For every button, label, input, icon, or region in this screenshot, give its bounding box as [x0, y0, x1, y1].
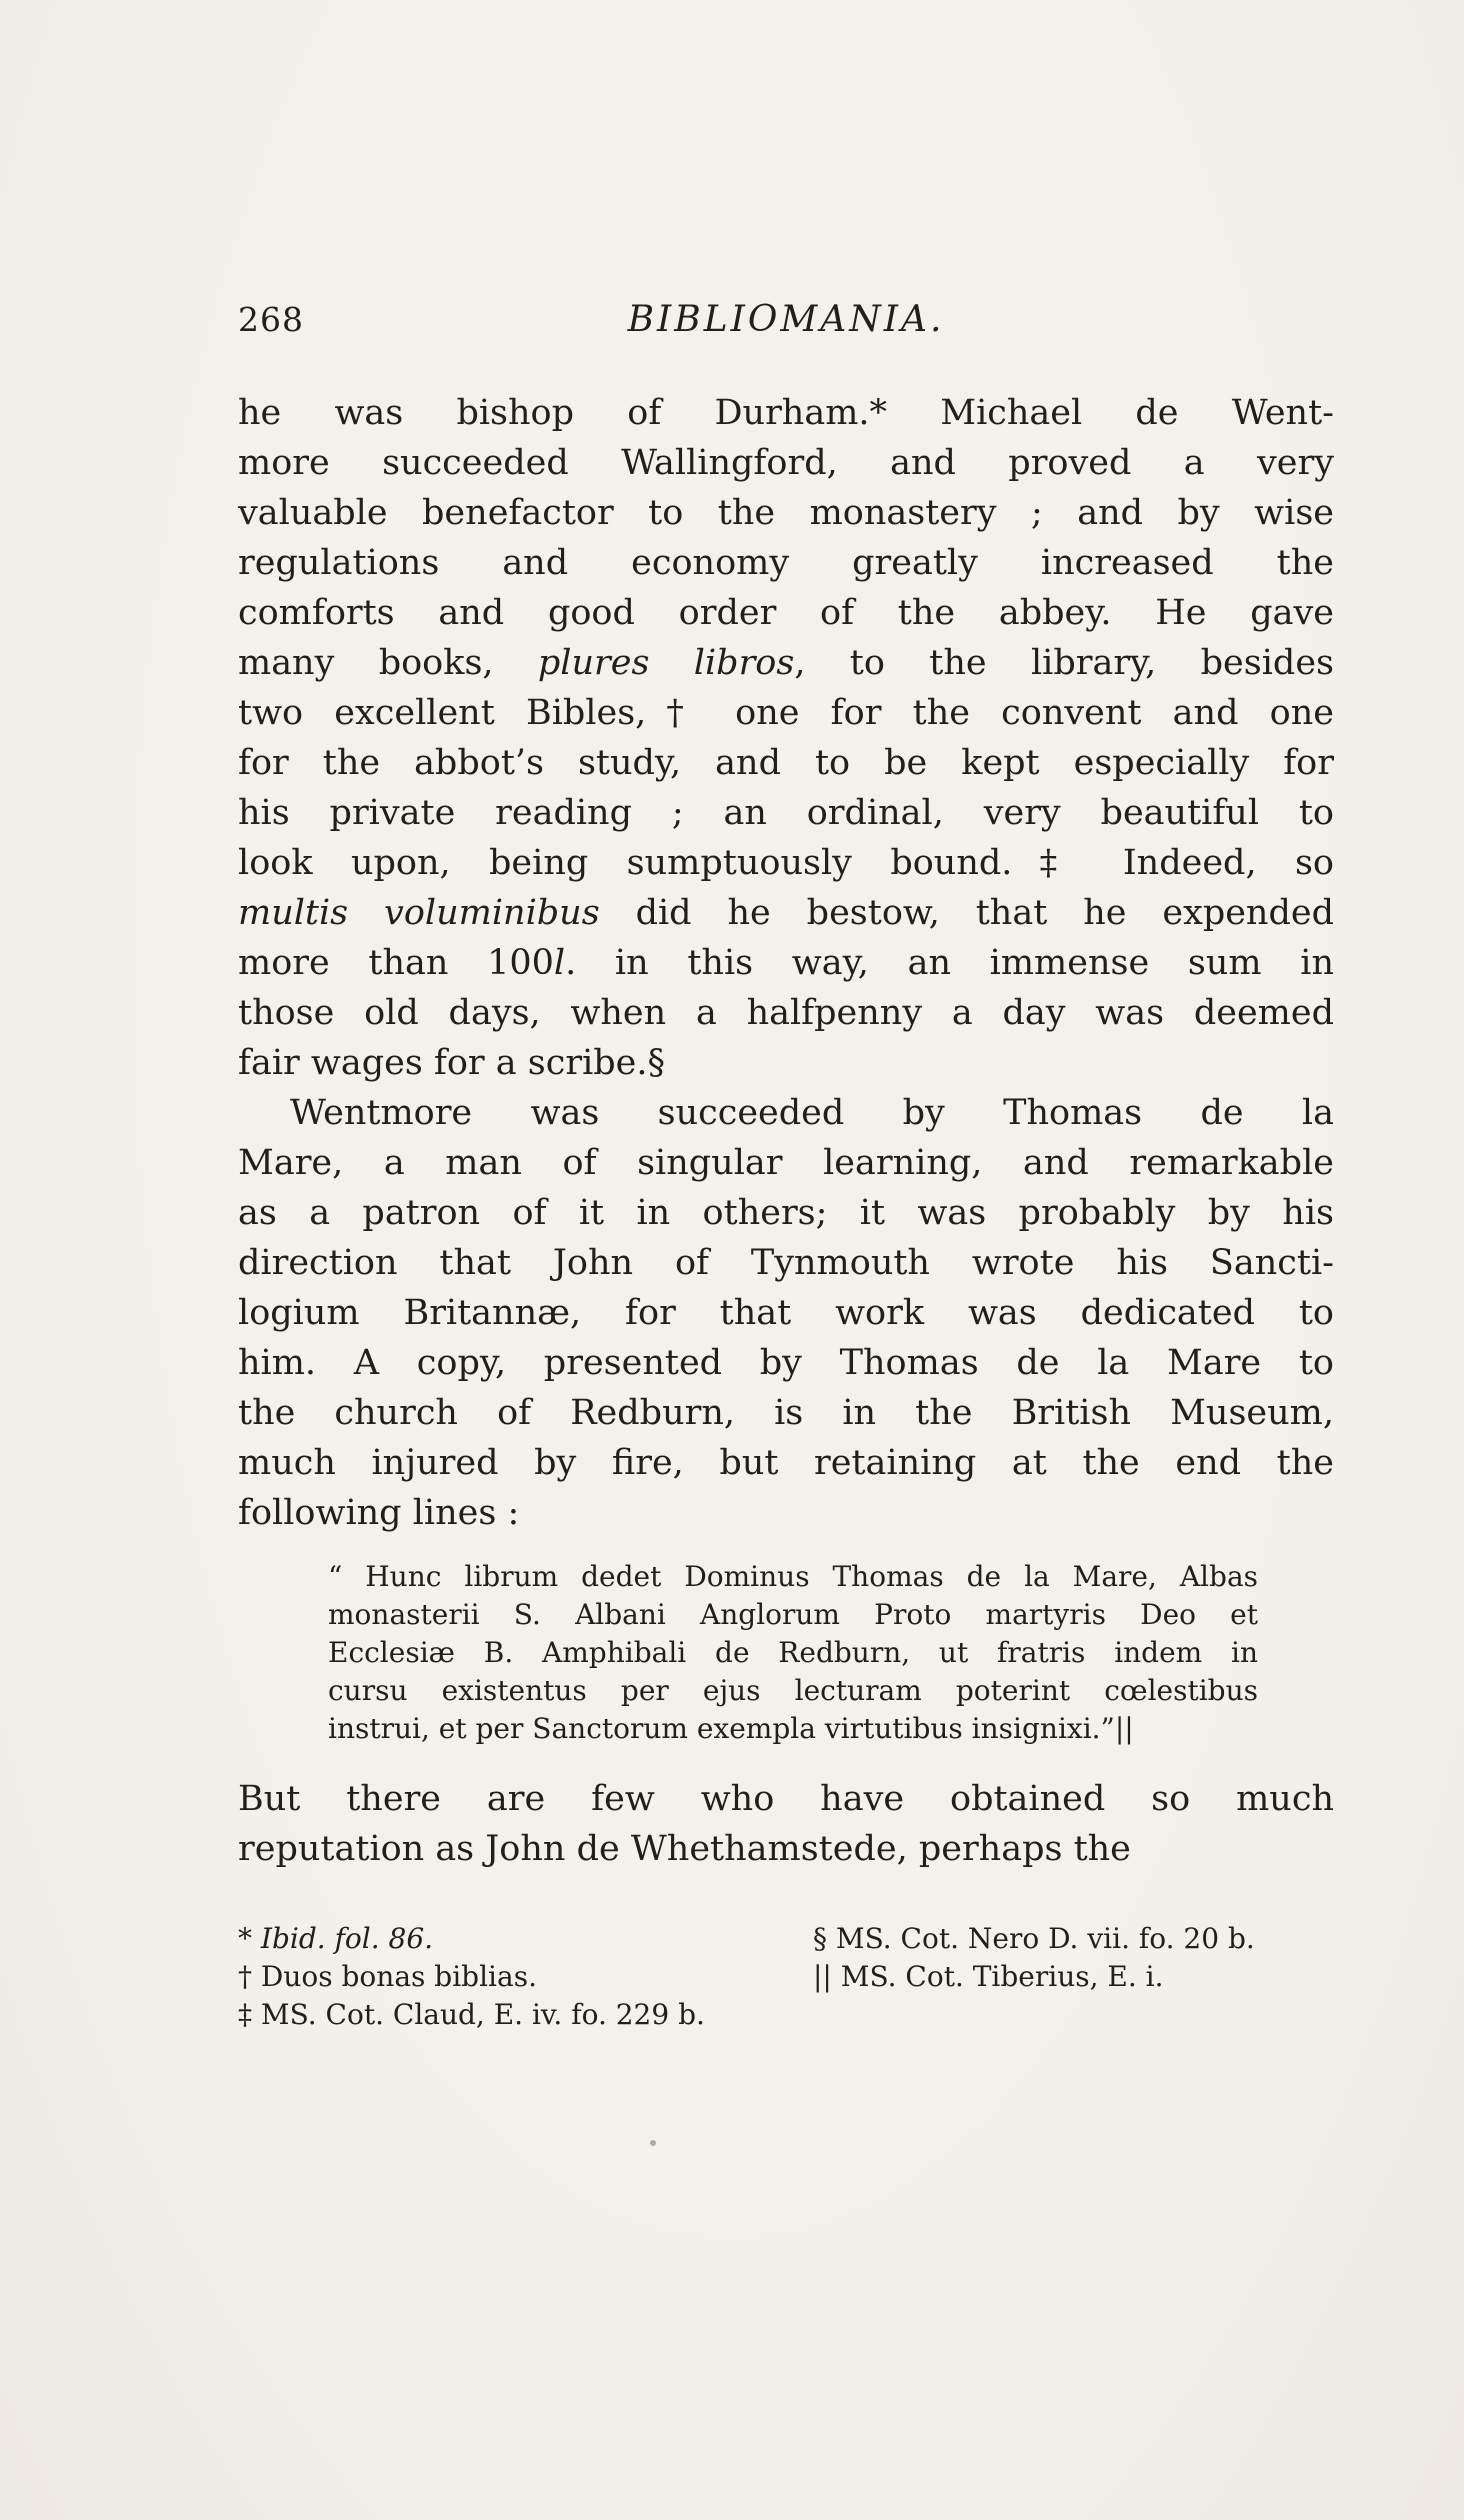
- text-line: [238, 1088, 1334, 1138]
- text-line: [328, 1634, 1258, 1672]
- text-line: [238, 588, 1334, 638]
- scan-speck: [650, 2140, 656, 2146]
- text-line: [238, 1488, 1334, 1538]
- text-segment: regulations and economy greatly increased the: [238, 543, 1334, 583]
- running-title: BIBLIOMANIA.: [627, 299, 945, 340]
- text-segment: those old days, when a halfpenny a day was deemed: [238, 993, 1334, 1033]
- footnote-row: [238, 1996, 1334, 2034]
- text-segment: many books,: [238, 643, 538, 683]
- text-segment: , to the library, besides: [794, 643, 1334, 683]
- text-segment: *: [238, 1922, 261, 1955]
- text-line: [238, 988, 1334, 1038]
- text-segment: l: [553, 943, 566, 983]
- text-segment: his private reading ; an ordinal, very beautiful to: [238, 793, 1334, 833]
- text-line: [238, 1238, 1334, 1288]
- text-segment: || MS. Cot. Tiberius, E. i.: [813, 1960, 1164, 1993]
- text-segment: comforts and good order of the abbey. He gave: [238, 593, 1334, 633]
- latin-quote-block: [328, 1558, 1258, 1748]
- footnote-left: [238, 1996, 813, 2034]
- text-line: [238, 538, 1334, 588]
- paragraph-1: [238, 388, 1334, 1088]
- text-block: [238, 300, 1334, 2034]
- paragraph-2: [238, 1088, 1334, 1538]
- text-line: [238, 1774, 1334, 1824]
- text-segment: following lines :: [238, 1493, 520, 1533]
- text-segment: Mare, a man of singular learning, and remarkable: [238, 1143, 1334, 1183]
- text-segment: But there are few who have obtained so much: [238, 1779, 1334, 1819]
- footnote-right: [813, 1920, 1334, 1958]
- text-segment: valuable benefactor to the monastery ; and by wise: [238, 493, 1334, 533]
- text-segment: for the abbot’s study, and to be kept especially for: [238, 743, 1334, 783]
- text-line: [328, 1672, 1258, 1710]
- text-line: [238, 638, 1334, 688]
- text-line: [328, 1710, 1258, 1748]
- text-segment: did he bestow, that he expended: [599, 893, 1334, 933]
- footnote-left: [238, 1958, 813, 1996]
- text-segment: reputation as John de Whethamstede, perhaps the: [238, 1829, 1131, 1869]
- text-segment: “ Hunc librum dedet Dominus Thomas de la Mare, Albas: [328, 1560, 1258, 1593]
- text-segment: . in this way, an immense sum in: [565, 943, 1334, 983]
- text-line: [238, 838, 1334, 888]
- text-segment: look upon, being sumptuously bound.‡ Indeed, so: [238, 843, 1334, 883]
- footnote-row: [238, 1958, 1334, 1996]
- text-line: [238, 1388, 1334, 1438]
- text-segment: monasterii S. Albani Anglorum Proto martyris Deo et: [328, 1598, 1258, 1631]
- text-segment: † Duos bonas biblias.: [238, 1960, 537, 1993]
- text-segment: him. A copy, presented by Thomas de la Mare to: [238, 1343, 1334, 1383]
- text-line: [238, 938, 1334, 988]
- text-segment: Wentmore was succeeded by Thomas de la: [290, 1093, 1334, 1133]
- paragraph-3: [238, 1774, 1334, 1874]
- text-segment: more succeeded Wallingford, and proved a very: [238, 443, 1334, 483]
- footnote-left: [238, 1920, 813, 1958]
- text-line: [238, 1038, 1334, 1088]
- text-segment: ‡ MS. Cot. Claud, E. iv. fo. 229 b.: [238, 1998, 705, 2031]
- text-segment: Ecclesiæ B. Amphibali de Redburn, ut fratris indem in: [328, 1636, 1258, 1669]
- text-segment: plures libros: [537, 643, 795, 683]
- text-segment: two excellent Bibles,† one for the convent and one: [238, 693, 1334, 733]
- text-segment: the church of Redburn, is in the British Museum,: [238, 1393, 1334, 1433]
- page-header: [238, 300, 1334, 340]
- text-segment: more than 100: [238, 943, 554, 983]
- text-line: [238, 438, 1334, 488]
- text-line: [238, 738, 1334, 788]
- footnote-row: [238, 1920, 1334, 1958]
- text-segment: Ibid. fol. 86.: [260, 1922, 434, 1955]
- text-segment: multis voluminibus: [238, 893, 600, 933]
- text-line: [238, 1188, 1334, 1238]
- text-segment: much injured by fire, but retaining at the end the: [238, 1443, 1334, 1483]
- text-line: [328, 1596, 1258, 1634]
- text-segment: logium Britannæ, for that work was dedicated to: [238, 1293, 1334, 1333]
- page-number: 268: [238, 300, 304, 339]
- text-segment: direction that John of Tynmouth wrote his Sancti-: [238, 1243, 1334, 1283]
- text-segment: cursu existentus per ejus lecturam poterint cœlestibus: [328, 1674, 1258, 1707]
- text-segment: he was bishop of Durham.* Michael de Went-: [238, 393, 1334, 433]
- text-segment: as a patron of it in others; it was probably by his: [238, 1193, 1334, 1233]
- text-line: [238, 1438, 1334, 1488]
- text-segment: § MS. Cot. Nero D. vii. fo. 20 b.: [813, 1922, 1255, 1955]
- footnote-right: [813, 1996, 1334, 2034]
- text-line: [328, 1558, 1258, 1596]
- text-line: [238, 788, 1334, 838]
- text-line: [238, 488, 1334, 538]
- footnotes: [238, 1920, 1334, 2034]
- text-line: [238, 1824, 1334, 1874]
- text-line: [238, 1138, 1334, 1188]
- text-segment: instrui, et per Sanctorum exempla virtutibus insignixi.”||: [328, 1712, 1134, 1745]
- text-line: [238, 388, 1334, 438]
- text-line: [238, 688, 1334, 738]
- text-line: [238, 1338, 1334, 1388]
- text-line: [238, 888, 1334, 938]
- footnote-right: [813, 1958, 1334, 1996]
- text-line: [238, 1288, 1334, 1338]
- text-segment: fair wages for a scribe.§: [238, 1043, 666, 1083]
